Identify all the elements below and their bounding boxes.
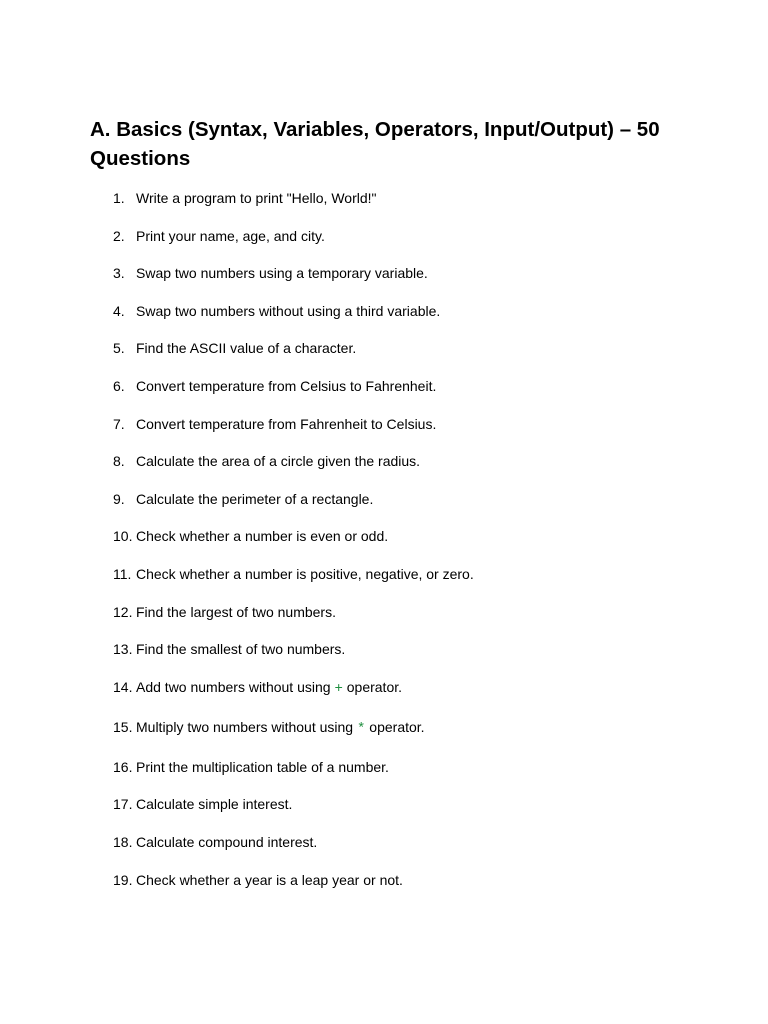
question-number: 16.	[113, 758, 133, 775]
question-text: Calculate compound interest.	[136, 833, 318, 850]
question-text: Find the largest of two numbers.	[136, 603, 336, 620]
question-number: 10.	[113, 528, 133, 545]
question-number: 17.	[113, 796, 133, 813]
operator-code: *	[357, 720, 366, 737]
question-text: Calculate simple interest.	[136, 796, 293, 813]
question-text: Print the multiplication table of a number.	[136, 758, 389, 775]
question-item	[0, 757, 768, 795]
question-item	[0, 832, 768, 870]
question-item	[0, 451, 768, 489]
question-text	[136, 717, 425, 739]
question-text: Calculate the perimeter of a rectangle.	[136, 490, 374, 507]
question-text: Print your name, age, and city.	[136, 227, 325, 244]
question-text-pre: Add two numbers without using	[136, 678, 335, 695]
question-number: 8.	[113, 453, 125, 470]
question-number: 4.	[113, 302, 125, 319]
question-item	[0, 794, 768, 832]
question-item	[0, 489, 768, 527]
question-item	[0, 564, 768, 602]
operator-code: +	[334, 680, 343, 697]
question-number: 3.	[113, 265, 125, 282]
question-number: 6.	[113, 377, 125, 394]
question-text: Swap two numbers without using a third variable.	[136, 302, 441, 319]
question-text: Check whether a number is even or odd.	[136, 528, 389, 545]
question-item	[0, 263, 768, 301]
question-number: 11.	[113, 565, 132, 582]
question-number: 2.	[113, 227, 125, 244]
question-item	[0, 639, 768, 677]
question-item	[0, 717, 768, 757]
question-number: 7.	[113, 415, 125, 432]
question-text: Convert temperature from Celsius to Fahrenheit.	[136, 377, 437, 394]
question-text-pre: Multiply two numbers without using	[136, 718, 357, 735]
question-item	[0, 677, 768, 717]
question-text: Calculate the area of a circle given the radius.	[136, 453, 421, 470]
question-number: 1.	[113, 190, 125, 206]
question-number: 9.	[113, 490, 125, 507]
question-text: Check whether a number is positive, negative, or zero.	[136, 565, 474, 582]
question-text: Write a program to print "Hello, World!"	[136, 190, 377, 206]
question-text: Swap two numbers using a temporary variable.	[136, 265, 428, 282]
question-text	[136, 677, 402, 699]
question-item	[0, 301, 768, 339]
question-item	[0, 870, 768, 908]
question-item	[0, 526, 768, 564]
question-list	[0, 188, 768, 907]
question-number: 12.	[113, 603, 133, 620]
question-item	[0, 226, 768, 264]
section-heading: A. Basics (Syntax, Variables, Operators, Input/Output) – 50 Questions	[90, 118, 660, 170]
question-item	[0, 414, 768, 452]
question-text: Convert temperature from Fahrenheit to Celsius.	[136, 415, 437, 432]
question-text-post: operator.	[342, 678, 403, 695]
question-text: Find the smallest of two numbers.	[136, 641, 346, 658]
question-number: 14.	[113, 678, 133, 695]
question-text: Check whether a year is a leap year or not.	[136, 871, 403, 888]
question-item	[0, 376, 768, 414]
question-text: Find the ASCII value of a character.	[136, 340, 357, 357]
question-item	[0, 338, 768, 376]
question-text-post: operator.	[365, 718, 425, 735]
question-item	[0, 188, 768, 226]
question-number: 5.	[113, 340, 125, 357]
question-item	[0, 602, 768, 640]
question-number: 18.	[113, 833, 133, 850]
question-number: 19.	[113, 871, 133, 888]
question-number: 15.	[113, 718, 133, 735]
question-number: 13.	[113, 641, 133, 658]
